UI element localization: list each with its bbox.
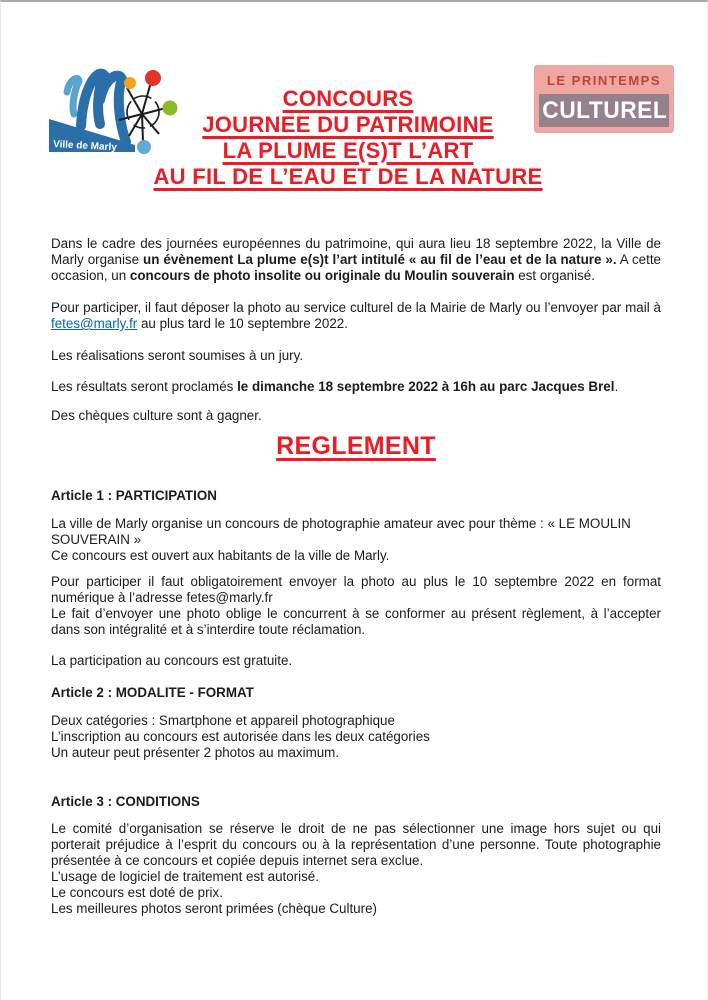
intro-paragraph-5: Des chèques culture sont à gagner.	[51, 408, 262, 423]
intro-paragraph-2	[51, 300, 661, 332]
document-title	[119, 86, 577, 190]
title-line-1: CONCOURS	[282, 86, 414, 111]
article1-paragraph-5: La participation au concours est gratuite.	[51, 653, 293, 668]
article1-heading: Article 1 : PARTICIPATION	[51, 488, 217, 503]
intro-p1-bold2: concours de photo insolite ou originale du Moulin souverain	[129, 268, 515, 283]
printemps-culturel-logo	[534, 65, 674, 133]
intro-paragraph-3: Les réalisations seront soumises à un jury.	[51, 348, 304, 363]
logo-dot-red	[145, 70, 161, 86]
intro-paragraph-4	[51, 379, 661, 395]
intro-p1-run3: est organisé.	[514, 268, 595, 283]
article3-paragraph-1: Le comité d’organisation se réserve le droit de ne pas sélectionner une image hors sujet ou qui porterait préjudice à l’esprit du concours ou à la représentation d’une personne. Toute photographie présentée à ce concours et copiée depuis internet sera exclue.	[51, 821, 661, 868]
email-link[interactable]: fetes@marly.fr	[51, 316, 138, 331]
intro-p4-run1: Les résultats seront proclamés	[51, 379, 238, 394]
intro-p2-run2: au plus tard le 10 septembre 2022.	[137, 316, 348, 331]
intro-paragraph-1	[51, 236, 661, 284]
article2-line-3: Un auteur peut présenter 2 photos au maximum.	[51, 745, 340, 760]
article3-line-3: Les meilleures photos seront primées (chèque Culture)	[51, 901, 377, 916]
printemps-logo-line1: LE PRINTEMPS	[546, 73, 662, 88]
article2-line-2: L’inscription au concours est autorisée dans les deux catégories	[51, 729, 430, 744]
intro-p1-run1: Dans le cadre des journées européennes du patrimoine, qui aura lieu 18 septembre 2022, la Ville de Marly organise	[51, 236, 661, 267]
article2-heading: Article 2 : MODALITE - FORMAT	[51, 685, 254, 700]
intro-p1-bold1: un évènement La plume e(s)t l’art intitulé « au fil de l’eau et de la nature ».	[143, 252, 617, 267]
printemps-logo-line2: CULTUREL	[539, 94, 669, 127]
intro-p2-run1: Pour participer, il faut déposer la photo au service culturel de la Mairie de Marly ou l’envoyer par mail à	[51, 300, 661, 315]
document-body	[51, 236, 661, 917]
title-line-2: JOURNEE DU PATRIMOINE	[202, 112, 494, 137]
article2-line-1: Deux catégories : Smartphone et appareil photographique	[51, 713, 395, 728]
article3-line-2: Le concours est doté de prix.	[51, 885, 223, 900]
intro-p1-run2: A cette occasion, un	[51, 252, 662, 283]
reglement-heading: REGLEMENT	[276, 432, 436, 460]
intro-p4-bold: le dimanche 18 septembre 2022 à 16h au parc Jacques Brel	[237, 379, 615, 394]
article1-paragraph-3: Pour participer il faut obligatoirement envoyer la photo au plus le 10 septembre 2022 en format numérique à l’adresse fetes@marly.fr	[51, 574, 661, 605]
article1-paragraph-1: La ville de Marly organise un concours de photographie amateur avec pour thème : « LE MOULIN SOUVERAIN »	[51, 516, 631, 547]
title-line-4: AU FIL DE L’EAU ET DE LA NATURE	[153, 164, 543, 189]
article1-paragraph-4: Le fait d’envoyer une photo oblige le concurrent à se conformer au présent règlement, à l’accepter dans son intégralité et à s’interdire toute réclamation.	[51, 606, 661, 637]
logo-banner-label: Ville de Marly	[52, 139, 118, 154]
article3-heading: Article 3 : CONDITIONS	[51, 794, 200, 809]
article1-paragraph-2: Ce concours est ouvert aux habitants de la ville de Marly.	[51, 548, 390, 563]
article3-line-1: L’usage de logiciel de traitement est autorisé.	[51, 869, 319, 884]
intro-p4-run2: .	[614, 379, 619, 394]
title-line-3: LA PLUME E(S)T L’ART	[222, 138, 474, 163]
